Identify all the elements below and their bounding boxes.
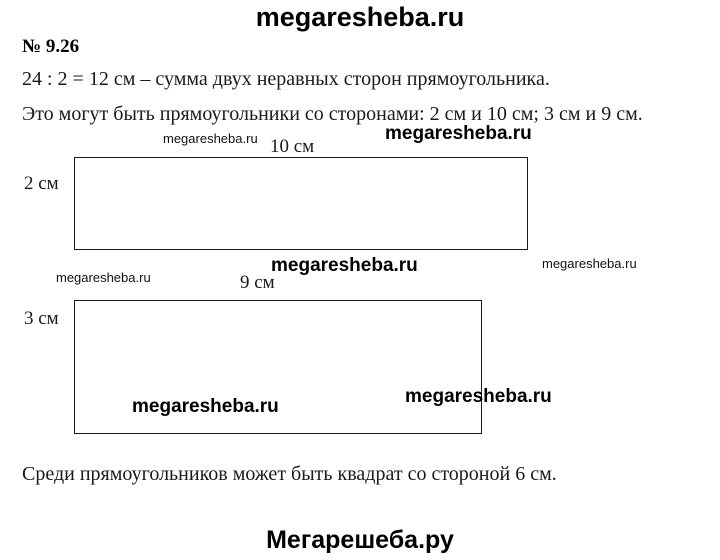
rect-1-width-label: 2 см [24,173,59,194]
watermark: megaresheba.ru [163,131,258,146]
rectangle-2-by-10 [74,157,528,250]
rect-1-length-label: 10 см [270,136,315,157]
solution-line-sum: 24 : 2 = 12 см – сумма двух неравных сторон прямоугольника. [22,68,550,90]
site-footer: Мегарешеба.ру [266,526,454,554]
solution-line-options: Это могут быть прямоугольники со сторонами: 2 см и 10 см; 3 см и 9 см. [22,103,643,125]
problem-number: № 9.26 [22,36,80,57]
watermark: megaresheba.ru [271,255,418,276]
site-header: megaresheba.ru [255,2,465,32]
rect-2-length-label: 9 см [240,272,275,293]
watermark: megaresheba.ru [405,386,552,407]
watermark: megaresheba.ru [132,396,279,417]
watermark: megaresheba.ru [385,123,532,144]
watermark: megaresheba.ru [56,270,151,285]
watermark: megaresheba.ru [542,256,637,271]
rect-2-width-label: 3 см [24,308,59,329]
solution-line-square: Среди прямоугольников может быть квадрат со стороной 6 см. [22,463,557,485]
